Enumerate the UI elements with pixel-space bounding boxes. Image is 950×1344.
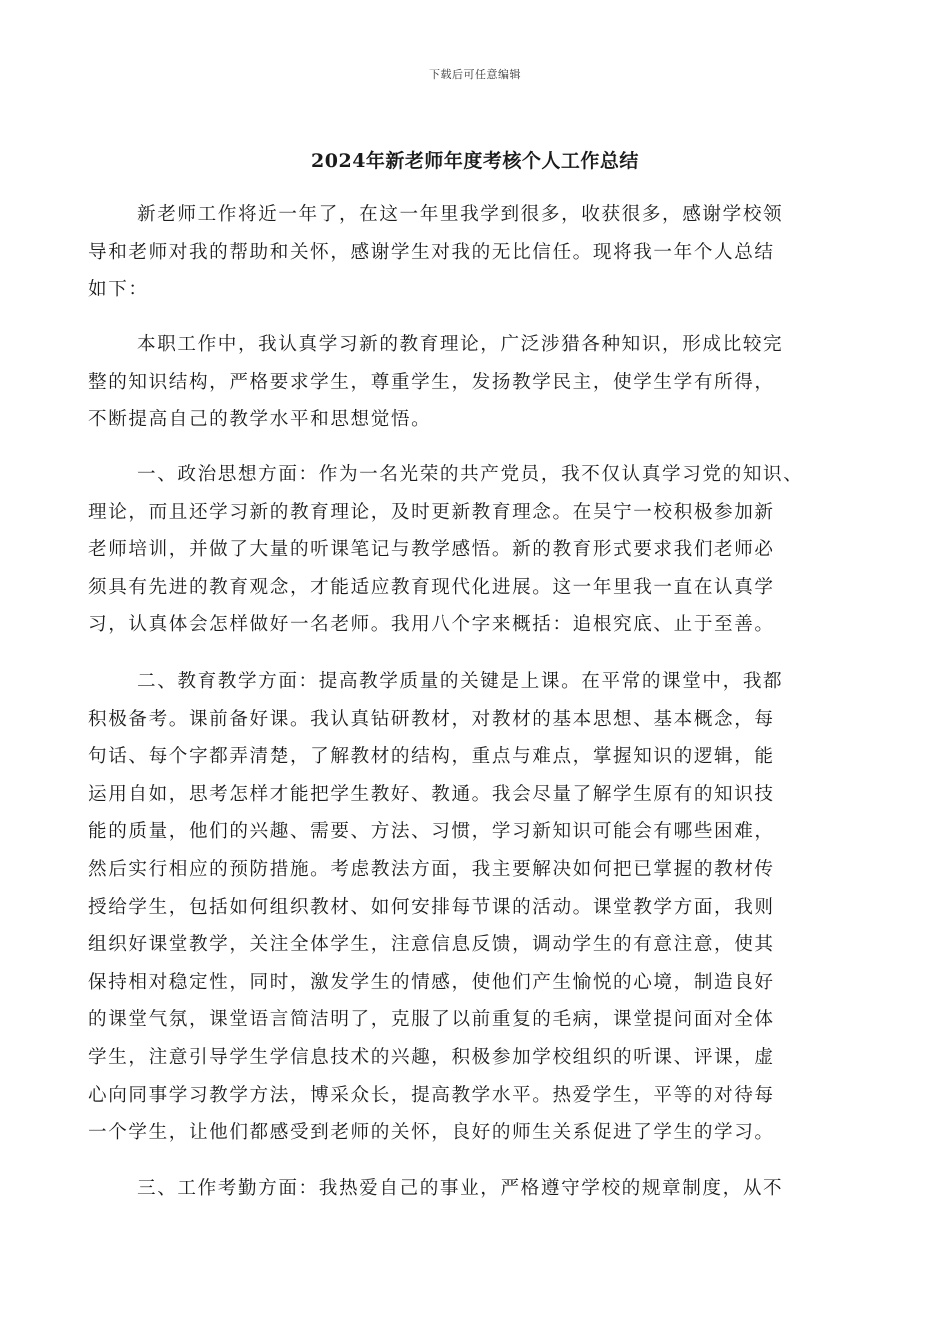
paragraph-line: 句话、每个字都弄清楚，了解教材的结构，重点与难点，掌握知识的逻辑，能	[88, 746, 775, 768]
paragraph-line: 积极备考。课前备好课。我认真钻研教材，对教材的基本思想、基本概念，每	[88, 708, 775, 730]
paragraph-line: 如下：	[88, 279, 149, 301]
paragraph-line: 理论，而且还学习新的教育理论，及时更新教育理念。在吴宁一校积极参加新	[88, 501, 775, 523]
paragraph-line: 须具有先进的教育观念，才能适应教育现代化进展。这一年里我一直在认真学	[88, 576, 775, 598]
header-note: 下载后可任意编辑	[429, 68, 521, 81]
paragraph-line: 二、教育教学方面：提高教学质量的关键是上课。在平常的课堂中，我都	[137, 671, 784, 692]
paragraph-line: 授给学生，包括如何组织教材、如何安排每节课的活动。课堂教学方面，我则	[88, 896, 775, 918]
paragraph-line: 不断提高自己的教学水平和思想觉悟。	[88, 409, 432, 431]
paragraph-attendance	[88, 1170, 868, 1208]
paragraph-line: 老师培训，并做了大量的听课笔记与教学感悟。新的教育形式要求我们老师必	[88, 539, 775, 561]
paragraph-line: 学生，注意引导学生学信息技术的兴趣，积极参加学校组织的听课、评课，虚	[88, 1046, 775, 1068]
paragraph-line: 习，认真体会怎样做好一名老师。我用八个字来概括：追根究底、止于至善。	[88, 614, 775, 636]
paragraph-intro	[88, 196, 868, 309]
paragraph-line: 整的知识结构，严格要求学生，尊重学生，发扬教学民主，使学生学有所得，	[88, 371, 775, 393]
paragraph-teaching	[88, 663, 868, 1152]
document-title: 2024年新老师年度考核个人工作总结	[311, 150, 639, 172]
paragraph-line: 新老师工作将近一年了，在这一年里我学到很多，收获很多，感谢学校领	[137, 204, 784, 225]
paragraph-line: 一个学生，让他们都感受到老师的关怀，良好的师生关系促进了学生的学习。	[88, 1122, 775, 1144]
paragraph-line: 运用自如，思考怎样才能把学生教好、教通。我会尽量了解学生原有的知识技	[88, 783, 775, 805]
paragraph-line: 心向同事学习教学方法，博采众长，提高教学水平。热爱学生，平等的对待每	[88, 1084, 775, 1106]
paragraph-line: 能的质量，他们的兴趣、需要、方法、习惯，学习新知识可能会有哪些困难，	[88, 821, 775, 843]
paragraph-line: 的课堂气氛，课堂语言简洁明了，克服了以前重复的毛病，课堂提问面对全体	[88, 1009, 775, 1031]
paragraph-line: 组织好课堂教学，关注全体学生，注意信息反馈，调动学生的有意注意，使其	[88, 934, 775, 956]
paragraph-political	[88, 456, 868, 644]
paragraph-duties	[88, 326, 868, 439]
paragraph-line: 三、工作考勤方面：我热爱自己的事业，严格遵守学校的规章制度，从不	[137, 1178, 784, 1199]
paragraph-line: 一、政治思想方面：作为一名光荣的共产党员，我不仅认真学习党的知识、	[137, 464, 804, 485]
paragraph-line: 本职工作中，我认真学习新的教育理论，广泛涉猎各种知识，形成比较完	[137, 334, 784, 355]
paragraph-line: 然后实行相应的预防措施。考虑教法方面，我主要解决如何把已掌握的教材传	[88, 858, 775, 880]
paragraph-line: 保持相对稳定性，同时，激发学生的情感，使他们产生愉悦的心境，制造良好	[88, 971, 775, 993]
paragraph-line: 导和老师对我的帮助和关怀，感谢学生对我的无比信任。现将我一年个人总结	[88, 241, 775, 263]
